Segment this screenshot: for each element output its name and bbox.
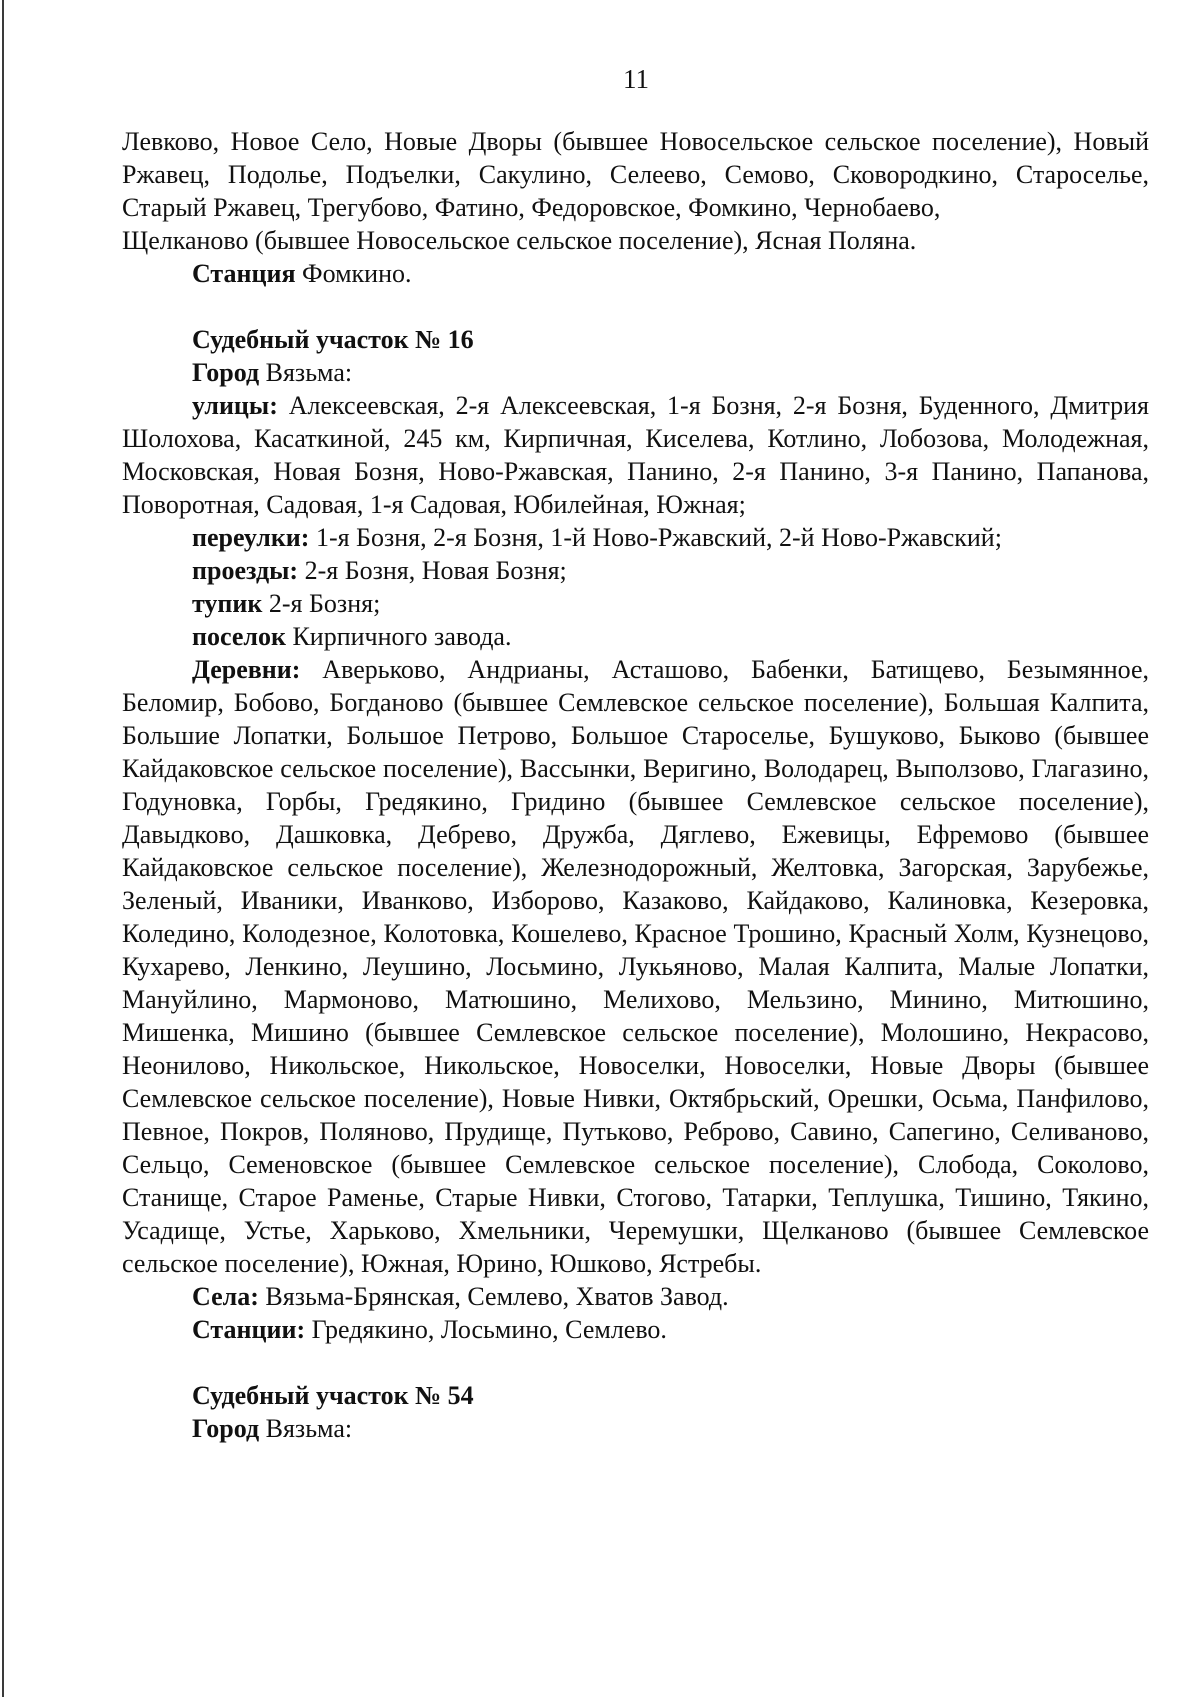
page-number: 11 <box>623 64 649 94</box>
settlement-label: поселок <box>192 622 286 651</box>
station-line <box>122 257 1149 290</box>
document-body <box>122 125 1149 1445</box>
section-16-passages <box>122 554 1149 587</box>
lanes-label: переулки: <box>192 523 310 552</box>
streets-text: Алексеевская, 2-я Алексеевская, 1-я Бозня, 2-я Бозня, Буденного, Дмитрия Шолохова, Касаткиной, 245 км, Кирпичная, Киселева, Котлино, Лобозова, Молодежная, Московская, Новая Бозня, Ново-Ржавская, Панино, 2-я Панино, 3-я Панино, Папанова, Поворотная, Садовая, 1-я Садовая, Юбилейная, Южная; <box>122 391 1149 519</box>
city-label: Город <box>192 358 260 387</box>
stations-label: Станции: <box>192 1315 306 1344</box>
city-text-54: Вязьма: <box>259 1414 353 1443</box>
villages-text: Аверьково, Андрианы, Асташово, Бабенки, Батищево, Безымянное, Беломир, Бобово, Богданово (бывшее Семлевское сельское поселение), Большая Калпита, Большие Лопатки, Большое Петрово, Большое Староселье, Бушуково, Быково (бывшее Кайдаковское сельское поселение), Вассынки, Веригино, Володарец, Выползово, Глагазино, Годуновка, Горбы, Гредякино, Гридино (бывшее Семлевское сельское поселение), Давыдково, Дашковка, Дебрево, Дружба, Дяглево, Ежевицы, Ефремово (бывшее Кайдаковское сельское поселение), Железнодорожный, Желтовка, Загорская, Зарубежье, Зеленый, Иваники, Иванково, Изборово, Казаково, Кайдаково, Калиновка, Кезеровка, Коледино, Колодезное, Колотовка, Кошелево, Красное Трошино, Красный Холм, Кузнецово, Кухарево, Ленкино, Леушино, Лосьмино, Лукьяново, Малая Калпита, Малые Лопатки, Мануйлино, Мармоново, Матюшино, Мелихово, Мельзино, Минино, Митюшино, Мишенка, Мишино (бывшее Семлевское сельское поселение), Молошино, Некрасово, Неонилово, Никольское, Никольское, Новоселки, Новоселки, Новые Дворы (бывшее Семлевское сельское поселение), Новые Нивки, Октябрьский, Орешки, Осьма, Панфилово, Певное, Покров, Поляново, Прудище, Путьково, Реброво, Савино, Сапегино, Селиваново, Сельцо, Семеновское (бывшее Семлевское сельское поселение), Слобода, Соколово, Станище, Старое Раменье, Старые Нивки, Стогово, Татарки, Теплушка, Тишино, Тякино, Усадище, Устье, Харьково, Хмельники, Черемушки, Щелканово (бывшее Семлевское сельское поселение), Южная, Юрино, Юшково, Ястребы. <box>122 655 1149 1278</box>
stations-text: Гредякино, Лосьмино, Семлево. <box>305 1315 667 1344</box>
city-label-54: Город <box>192 1414 260 1443</box>
section-16-heading <box>122 323 1149 356</box>
section-54-city <box>122 1412 1149 1445</box>
passages-label: проезды: <box>192 556 299 585</box>
continued-paragraph-1: Левково, Новое Село, Новые Дворы (бывшее Новосельское сельское поселение), Новый Ржавец, Подолье, Подъелки, Сакулино, Селеево, Семово, Сковородкино, Староселье, Старый Ржавец, Трегубово, Фатино, Федоровское, Фомкино, Чернобаево, <box>122 127 1149 222</box>
section-16-heading-text: Судебный участок № 16 <box>192 325 474 354</box>
section-16-villages <box>122 653 1149 1280</box>
streets-label: улицы: <box>192 391 278 420</box>
continued-paragraph-2: Щелканово (бывшее Новосельское сельское поселение), Ясная Поляна. <box>122 226 917 255</box>
section-16-lanes <box>122 521 1149 554</box>
passages-text: 2-я Бозня, Новая Бозня; <box>298 556 567 585</box>
section-16-deadend <box>122 587 1149 620</box>
lanes-text: 1-я Бозня, 2-я Бозня, 1-й Ново-Ржавский, 2-й Ново-Ржавский; <box>309 523 1002 552</box>
section-16-city <box>122 356 1149 389</box>
section-54-heading <box>122 1379 1149 1412</box>
selo-text: Вязьма-Брянская, Семлево, Хватов Завод. <box>258 1282 729 1311</box>
city-text: Вязьма: <box>259 358 353 387</box>
station-text: Фомкино. <box>295 259 412 288</box>
selo-label: Села: <box>192 1282 259 1311</box>
section-16-selo <box>122 1280 1149 1313</box>
section-16-settlement <box>122 620 1149 653</box>
villages-label: Деревни: <box>192 655 301 684</box>
section-54-heading-text: Судебный участок № 54 <box>192 1381 474 1410</box>
deadend-text: 2-я Бозня; <box>262 589 381 618</box>
scan-edge-line <box>2 0 4 1697</box>
section-16-stations <box>122 1313 1149 1346</box>
section-16-streets <box>122 389 1149 521</box>
station-label: Станция <box>192 259 296 288</box>
settlement-text: Кирпичного завода. <box>285 622 512 651</box>
deadend-label: тупик <box>192 589 263 618</box>
